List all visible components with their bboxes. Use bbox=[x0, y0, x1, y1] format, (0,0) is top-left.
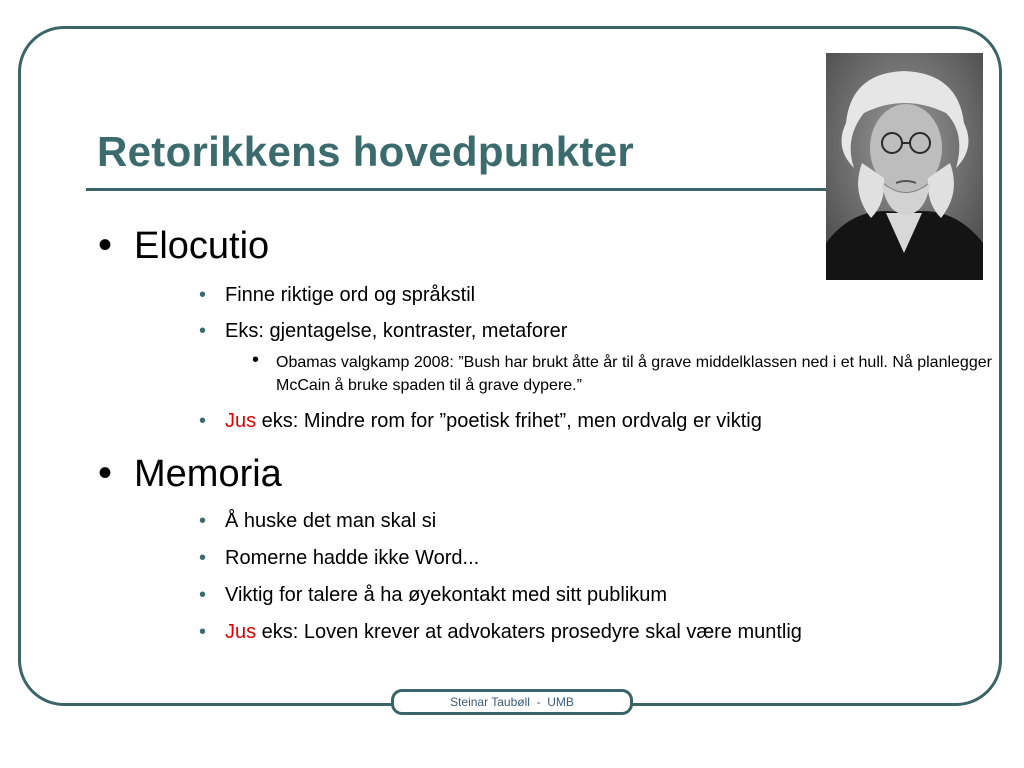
bullet-icon: • bbox=[199, 547, 207, 569]
list-item: • Å huske det man skal si bbox=[199, 510, 437, 532]
footer-label: Steinar Taubøll - UMB bbox=[391, 689, 633, 715]
portrait-photo-icon bbox=[826, 53, 983, 280]
list-item: • Finne riktige ord og språkstil bbox=[199, 284, 476, 306]
bullet-memoria bbox=[98, 450, 282, 497]
bullet-icon: • bbox=[199, 410, 207, 432]
list-item-quote: • Obamas valgkamp 2008: ”Bush har brukt åtte år til å grave middelklassen ned i et hull. Nå planlegger McCain å bruke spaden til å grave dypere.” bbox=[252, 349, 992, 394]
list-item: • Romerne hadde ikke Word... bbox=[199, 547, 480, 569]
slide-title: Retorikkens hovedpunkter bbox=[97, 128, 634, 175]
bullet-icon: • bbox=[98, 451, 113, 495]
jus-label: Jus bbox=[225, 621, 257, 643]
bullet-icon: • bbox=[199, 510, 207, 532]
bullet-icon: • bbox=[199, 284, 207, 306]
bullet-icon: • bbox=[252, 349, 260, 371]
section-heading: Elocutio bbox=[134, 225, 270, 267]
title-divider bbox=[86, 188, 828, 191]
list-item: • Jus eks: Loven krever at advokaters prosedyre skal være muntlig bbox=[199, 621, 802, 643]
bullet-icon: • bbox=[199, 621, 207, 643]
bullet-icon: • bbox=[199, 320, 207, 342]
bullet-icon: • bbox=[199, 584, 207, 606]
list-item: • Viktig for talere å ha øyekontakt med sitt publikum bbox=[199, 584, 668, 606]
bullet-icon: • bbox=[98, 223, 113, 267]
jus-label: Jus bbox=[225, 410, 257, 432]
bullet-elocutio bbox=[98, 222, 269, 269]
section-heading: Memoria bbox=[134, 453, 282, 495]
list-item: • Jus eks: Mindre rom for ”poetisk frihet”, men ordvalg er viktig bbox=[199, 410, 762, 432]
list-item: • Eks: gjentagelse, kontraster, metaforer bbox=[199, 320, 568, 342]
